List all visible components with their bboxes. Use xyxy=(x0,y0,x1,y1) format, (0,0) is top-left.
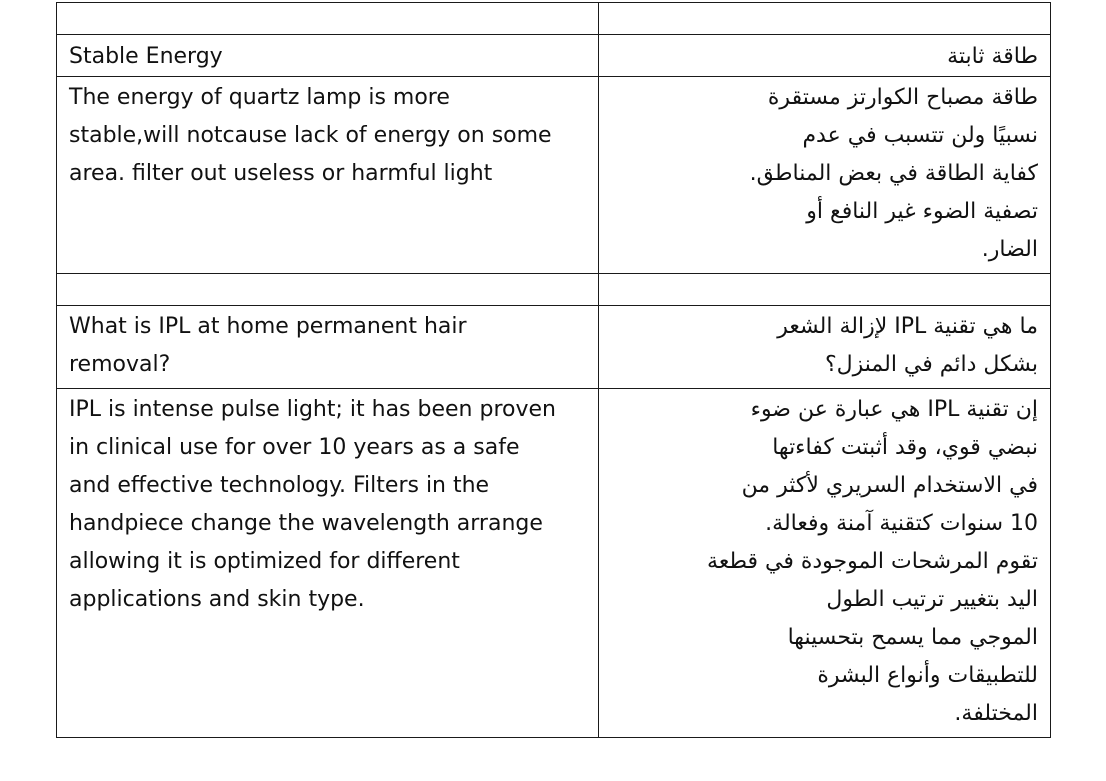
cell-ar-empty xyxy=(598,274,1050,306)
heading-ar: طاقة ثابتة xyxy=(947,44,1038,69)
text-line: اليد بتغيير ترتيب الطول xyxy=(826,587,1038,612)
text-line: removal? xyxy=(69,352,171,377)
text-line: IPL is intense pulse light; it has been proven xyxy=(69,397,556,422)
text-line: إن تقنية IPL هي عبارة عن ضوء xyxy=(750,397,1038,422)
table-row-question xyxy=(57,306,1051,389)
cell-en-empty xyxy=(57,274,599,306)
text-line: المختلفة. xyxy=(954,701,1038,726)
text-line: كفاية الطاقة في بعض المناطق. xyxy=(749,161,1038,186)
text-line: applications and skin type. xyxy=(69,587,365,612)
table-row-stable-energy xyxy=(57,77,1051,274)
text-line: الموجي مما يسمح بتحسينها xyxy=(787,625,1038,650)
text-line: in clinical use for over 10 years as a safe xyxy=(69,435,520,460)
text-line: نسبيًا ولن تتسبب في عدم xyxy=(802,123,1038,148)
cell-en-heading xyxy=(57,35,599,77)
text-line: stable,will notcause lack of energy on some xyxy=(69,123,552,148)
table-row-ipl-description xyxy=(57,389,1051,738)
cell-ar-paragraph-1 xyxy=(598,77,1050,274)
bilingual-table xyxy=(56,2,1051,738)
text-line: The energy of quartz lamp is more xyxy=(69,85,450,110)
text-line: allowing it is optimized for different xyxy=(69,549,460,574)
cell-en-question xyxy=(57,306,599,389)
cell-en-paragraph-1 xyxy=(57,77,599,274)
text-line: بشكل دائم في المنزل؟ xyxy=(824,352,1038,377)
text-line: handpiece change the wavelength arrange xyxy=(69,511,543,536)
text-line: الضار. xyxy=(981,237,1038,262)
text-line: and effective technology. Filters in the xyxy=(69,473,490,498)
cell-ar-heading xyxy=(598,35,1050,77)
text-line: تصفية الضوء غير النافع أو xyxy=(806,199,1038,224)
text-line: ما هي تقنية IPL لإزالة الشعر xyxy=(777,314,1038,339)
text-line: طاقة مصباح الكوارتز مستقرة xyxy=(767,85,1038,110)
text-line: area. filter out useless or harmful light xyxy=(69,161,493,186)
table-row-heading xyxy=(57,35,1051,77)
cell-ar-question xyxy=(598,306,1050,389)
text-line: What is IPL at home permanent hair xyxy=(69,314,467,339)
cell-ar-paragraph-2 xyxy=(598,389,1050,738)
cell-en-empty xyxy=(57,3,599,35)
table-row-empty-1 xyxy=(57,3,1051,35)
text-line: 10 سنوات كتقنية آمنة وفعالة. xyxy=(765,511,1038,536)
text-line: في الاستخدام السريري لأكثر من xyxy=(741,473,1038,498)
table-row-empty-2 xyxy=(57,274,1051,306)
text-line: نبضي قوي، وقد أثبتت كفاءتها xyxy=(772,435,1038,460)
heading-en: Stable Energy xyxy=(69,44,223,69)
text-line: تقوم المرشحات الموجودة في قطعة xyxy=(707,549,1038,574)
cell-ar-empty xyxy=(598,3,1050,35)
text-line: للتطبيقات وأنواع البشرة xyxy=(817,663,1038,688)
cell-en-paragraph-2 xyxy=(57,389,599,738)
